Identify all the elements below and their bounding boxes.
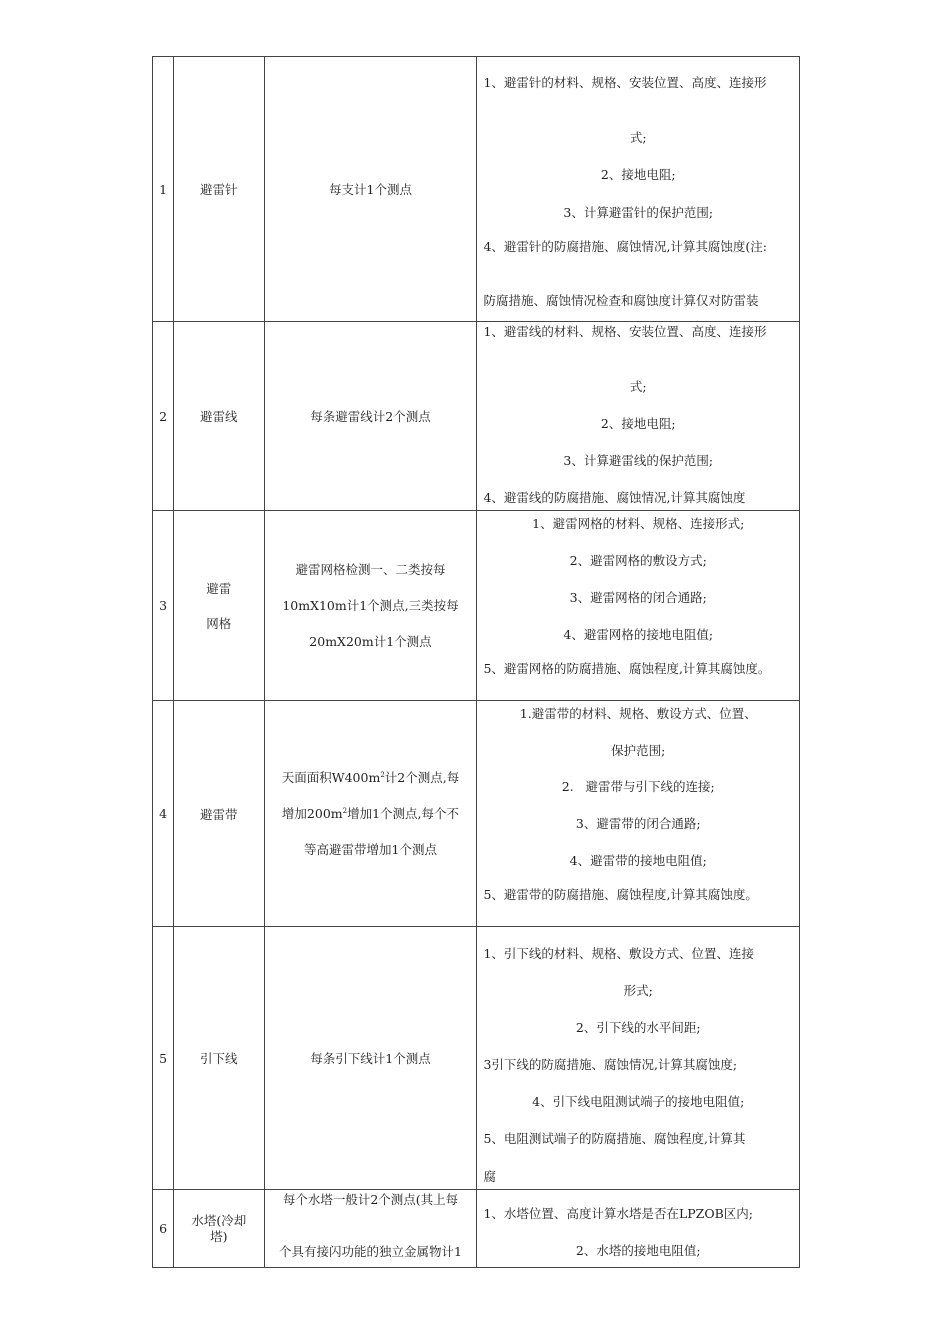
test-method-text: 等高避雷带增加1个测点 [304,842,437,857]
content-line: 3引下线的防腐措施、腐蚀情况,计算其腐蚀度; [483,1057,738,1072]
content-line: 4、避雷带的接地电阻值; [569,853,707,868]
content-line: 4、引下线电阻测试端子的接地电阻值; [532,1094,745,1109]
item-name-text: 水塔(冷却塔) [191,1212,247,1244]
content-line: 3、计算避雷线的保护范围; [563,453,714,468]
content-line: 4、避雷网格的接地电阻值; [563,627,714,642]
test-method [264,701,477,927]
row-number [153,927,174,1190]
row-number-text: 4 [159,806,168,821]
content-line: 2、引下线的水平间距; [575,1020,701,1035]
inspection-content [477,927,800,1190]
superscript: 2 [380,770,385,779]
content-line: 3、避雷网格的闭合通路; [569,590,707,605]
table-row [153,57,800,322]
row-number-text: 5 [159,1050,168,1066]
content-line: 5、避雷网格的防腐措施、腐蚀程度,计算其腐蚀度。 [483,661,771,676]
content-line: 1、避雷网格的材料、规格、连接形式; [532,516,745,531]
item-name [174,701,264,927]
row-number [153,322,174,511]
test-method-text: 20mX20m计1个测点 [309,634,432,649]
content-line: 3、避雷带的闭合通路; [575,816,701,831]
inspection-table [152,56,800,1268]
item-name-text: 避雷线 [200,409,238,424]
content-line: 5、避雷带的防腐措施、腐蚀程度,计算其腐蚀度。 [483,887,758,902]
item-name [174,511,264,701]
content-line: 式; [629,379,647,394]
item-name [174,322,264,511]
content-line: 1、避雷针的材料、规格、安装位置、高度、连接形 [483,75,767,90]
content-line: 1、引下线的材料、规格、敷设方式、位置、连接 [483,946,754,961]
content-line: 保护范围; [611,743,666,758]
row-number [153,511,174,701]
superscript: 2 [342,806,348,815]
inspection-content [477,57,800,322]
item-name [174,57,264,322]
table-row [153,1190,800,1268]
test-method-text: 10mX10m计1个测点,三类按每 [282,598,459,613]
content-line: 2、水塔的接地电阻值; [575,1243,701,1258]
content-line: 防腐措施、腐蚀情况检查和腐蚀度计算仅对防雷装 [483,293,759,308]
content-line: 1.避雷带的材料、规格、敷设方式、位置、 [519,706,757,721]
test-method-text: 每个水塔一般计2个测点(其上每 [282,1192,459,1207]
method-fragment: 天面面积W400m [281,770,381,785]
row-number-text: 1 [159,181,168,197]
test-method-text [265,770,477,785]
item-name [174,927,264,1190]
test-method-text: 每支计1个测点 [329,182,412,197]
content-line: 腐 [483,1169,496,1184]
content-line: 2、接地电阻; [600,416,676,431]
content-line: 1、水塔位置、高度计算水塔是否在LPZOB区内; [483,1206,753,1221]
row-number-text: 3 [159,598,168,613]
row-number [153,701,174,927]
content-line: 4、避雷针的防腐措施、腐蚀情况,计算其腐蚀度(注: [483,239,767,254]
content-line: 2. 避雷带与引下线的连接; [561,779,715,794]
item-name-text: 网格 [206,615,232,631]
test-method [264,57,477,322]
item-name [174,1190,264,1268]
inspection-content [477,322,800,511]
row-number [153,1190,174,1268]
item-name-text: 避雷针 [200,182,238,197]
content-line: 2、接地电阻; [600,167,676,182]
table-row [153,322,800,511]
test-method-text: 避雷网格检测一、二类按每 [295,562,446,577]
content-line: 形式; [623,983,653,998]
row-number-text: 2 [159,408,168,424]
inspection-content [477,1190,800,1268]
content-line: 5、电阻测试端子的防腐措施、腐蚀程度,计算其 [483,1131,746,1146]
content-line: 3、计算避雷针的保护范围; [563,205,714,220]
item-name-text: 引下线 [200,1051,238,1066]
method-fragment: 增加200m [281,806,343,821]
inspection-content [477,511,800,701]
test-method [264,1190,477,1268]
test-method-text: 个具有接闪功能的独立金属物计1 [279,1244,462,1259]
test-method [264,927,477,1190]
test-method [264,511,477,701]
test-method-text: 每条引下线计1个测点 [310,1051,431,1066]
content-line: 4、避雷线的防腐措施、腐蚀情况,计算其腐蚀度 [483,490,746,505]
content-line: 1、避雷线的材料、规格、安装位置、高度、连接形 [483,324,767,339]
item-name-text: 避雷 [206,580,232,596]
test-method-text [265,806,477,821]
row-number-text: 6 [159,1221,168,1236]
row-number [153,57,174,322]
inspection-content [477,701,800,927]
table-row [153,701,800,927]
content-line: 式; [629,130,647,145]
table-row [153,927,800,1190]
method-fragment: 计2个测点,每 [384,770,460,785]
item-name-text: 避雷带 [200,806,238,822]
table-row [153,511,800,701]
test-method-text: 每条避雷线计2个测点 [310,409,431,424]
method-fragment: 增加1个测点,每个不 [347,806,460,821]
test-method [264,322,477,511]
content-line: 2、避雷网格的敷设方式; [569,553,707,568]
